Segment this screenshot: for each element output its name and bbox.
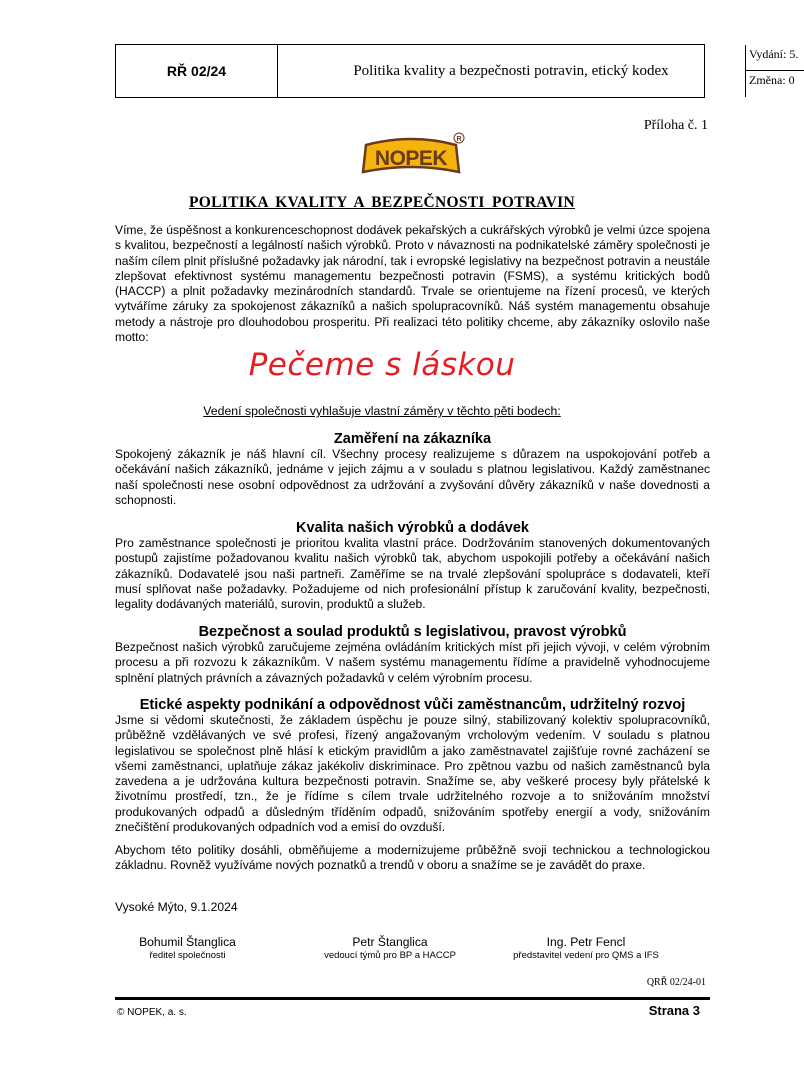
change-label: Změna: 0	[749, 73, 795, 87]
nopek-logo	[360, 131, 466, 179]
section-heading-ethics: Etické aspekty podnikání a odpovědnost vůči zaměstnancům, udržitelný rozvoj	[139, 697, 686, 713]
document-code: RŘ 02/24	[116, 45, 278, 97]
signature-name: Ing. Petr Fencl	[546, 935, 626, 949]
form-code: QRŘ 02/24-01	[646, 977, 706, 988]
lead-line: Vedení společnosti vyhlašuje vlastní záměry v těchto pěti bodech:	[203, 404, 561, 418]
signature-role: ředitel společnosti	[149, 950, 226, 961]
footer-rule	[115, 997, 710, 1000]
signature-2	[300, 935, 480, 961]
section-text-ethics: Jsme si vědomi skutečnosti, že základem úspěchu je pouze silný, stabilizovaný kolektiv spolupracovníků, průběžně vzdělávaných ve své profesi, řízený angažovaným vrcholovým vedením. V souladu s platnou legislativou se společnost plně hlásí k etickým pravidlům a jako zaměstnavatel zajišťuje rovné zacházení se všemi zaměstnanci, uplatňuje zákaz jakékoliv diskriminace. Pro zpětnou vazbu od našich zaměstnanců byla zavedena a je udržována kultura bezpečnosti potravin. Snažíme se, aby veškeré procesy byly přátelské k životnímu prostředí, tzn., že je řídíme s cílem trvale udržitelného rozvoje a to snižováním množství produkovaných odpadů a důsledným tříděním odpadů, snižováním spotřeby energií a vody, snižováním znečištění produkovaných odpadních vod a emisí do ovzduší.	[115, 713, 710, 835]
company-copyright: © NOPEK, a. s.	[117, 1007, 187, 1018]
section-heading-safety: Bezpečnost a soulad produktů s legislativou, pravost výrobků	[198, 624, 627, 640]
signature-name: Bohumil Štanglica	[139, 935, 236, 949]
signature-1	[125, 935, 250, 961]
place-date: Vysoké Mýto, 9.1.2024	[115, 900, 238, 914]
logo-text: NOPEK	[374, 147, 448, 170]
closing-paragraph: Abychom této politiky dosáhli, obměňujeme a modernizujeme průběžně svoji technickou a technologickou základnu. Rovněž využíváme nových poznatků a trendů v oboru a snažíme se je zavádět do praxe.	[115, 843, 710, 873]
section-heading-quality: Kvalita našich výrobků a dodávek	[296, 520, 529, 536]
document-title: Politika kvality a bezpečnosti potravin, etický kodex	[277, 45, 746, 97]
signature-name: Petr Štanglica	[352, 935, 428, 949]
document-header-table	[115, 44, 799, 98]
section-text-quality: Pro zaměstnance společnosti je prioritou kvalita vlastní práce. Dodržováním stanovených dokumentovaných postupů zajistíme požadovanou kvalitu našich výrobků tak, abychom uspokojili potřeby a očekávání našich zákazníků. Dodavatelé jsou naši partneři. Zaměříme se na trvalé zlepšování spolupráce s dodavateli, kteří musí splňovat naše požadavky. Požadujeme od nich profesionální přístup k zaručování kvality, bezpečnosti, legality dodávaných materiálů, surovin, produktů a služeb.	[115, 536, 710, 612]
signature-3	[496, 935, 676, 961]
page-number: Strana 3	[648, 1003, 700, 1018]
intro-paragraph: Víme, že úspěšnost a konkurenceschopnost dodávek pekařských a cukrářských výrobků je velmi úzce spojena s kvalitou, bezpečností a legálností našich výrobků. Proto v návaznosti na podnikatelské záměry společnosti je naším cílem plnit příslušné požadavky jak národní, tak i evropské legislativy na bezpečnost potravin a neustále zlepšovat efektivnost systému managementu bezpečnosti potravin (FSMS), a systému kritických bodů (HACCP) a plnit požadavky mezinárodních standardů. Trvale se orientujeme na řízení procesů, ve kterých vytváříme záruky za spokojenost zákazníků a našich spolupracovníků. Náš systém managementu obsahuje metody a nástroje pro dlouhodobou prosperitu. Při realizaci této politiky chceme, aby zákazníky oslovilo naše motto:	[115, 223, 710, 345]
edition-label: Vydání: 5.	[746, 45, 804, 71]
section-text-customer: Spokojený zákazník je náš hlavní cíl. Všechny procesy realizujeme s důrazem na uspokojování potřeb a očekávání našich zákazníků, jednáme v jejich zájmu a v souladu s platnou legislativou. Každý zaměstnanec naší společnosti nese osobní odpovědnost za udržování a zvyšování důvěry zákazníků v naše dovednosti a schopnosti.	[115, 447, 710, 507]
section-text-safety: Bezpečnost našich výrobků zaručujeme zejména ovládáním kritických míst při jejich vývoji, v celém výrobním procesu a při rozvozu k zákazníkům. V našem systému managementu řídíme a pravidelně vyhodnocujeme splnění platných právních a závazných požadavků v celém výrobním procesu.	[115, 640, 710, 685]
attachment-label: Příloha č. 1	[643, 118, 708, 133]
signature-role: představitel vedení pro QMS a IFS	[513, 950, 659, 961]
registered-mark: R	[456, 136, 462, 143]
revision-cell	[746, 45, 804, 97]
motto: Pečeme s láskou	[248, 347, 516, 383]
policy-title: POLITIKA KVALITY A BEZPEČNOSTI POTRAVIN	[188, 194, 576, 211]
signature-role: vedoucí týmů pro BP a HACCP	[324, 950, 456, 961]
section-heading-customer: Zaměření na zákazníka	[333, 431, 492, 447]
